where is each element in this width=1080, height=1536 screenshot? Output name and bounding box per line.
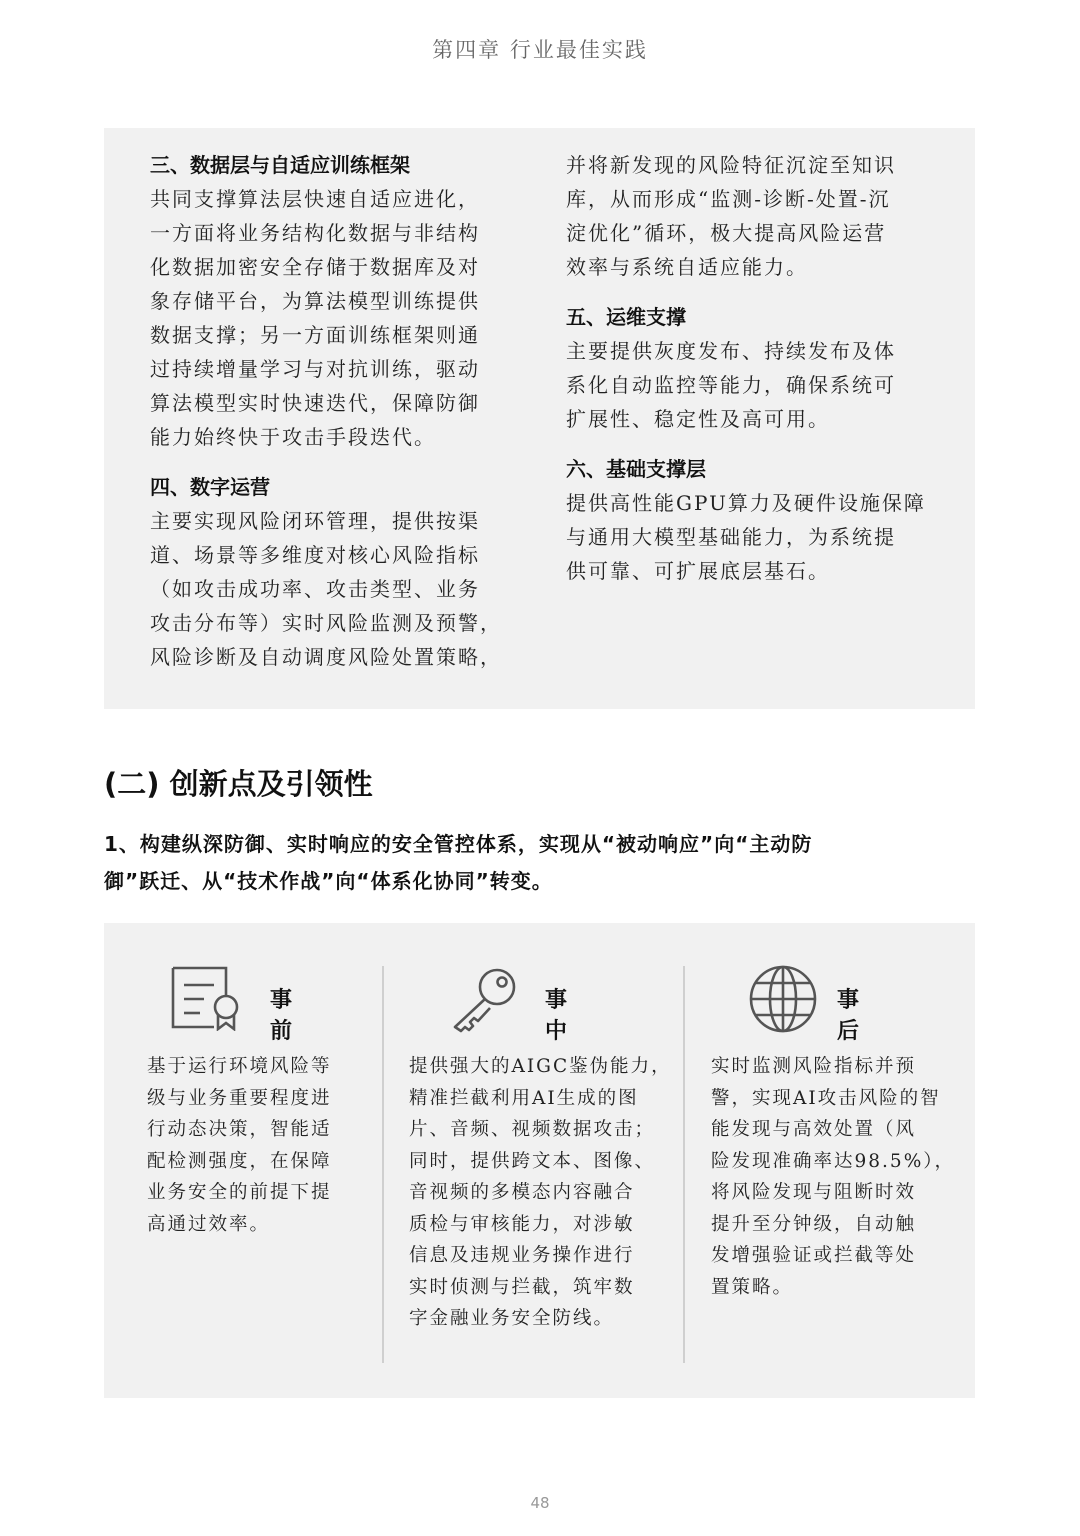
text-line: 扩展性、稳定性及高可用。 — [566, 407, 830, 431]
text-line: 提升至分钟级，自动触 — [711, 1213, 917, 1235]
section-text-infrastructure — [566, 486, 938, 588]
text-line: 提供高性能GPU算力及硬件设施保障 — [566, 491, 926, 515]
text-line: 音视频的多模态内容融合 — [409, 1182, 635, 1203]
text-line: 实时监测风险指标并预 — [711, 1056, 917, 1077]
text-line: 能发现与高效处置（风 — [711, 1119, 917, 1140]
text-line: 同时，提供跨文本、图像、 — [409, 1150, 656, 1172]
text-line: 业务安全的前提下提 — [147, 1182, 332, 1203]
section-title-ops-support: 五、运维支撑 — [566, 305, 686, 329]
section-text-digital-ops — [150, 504, 522, 674]
text-line: 质检与审核能力，对涉敏 — [409, 1213, 635, 1235]
text-line: 效率与系统自适应能力。 — [566, 255, 808, 279]
subheading-line: 御”跃迁、从“技术作战”向“体系化协同”转变。 — [104, 869, 553, 893]
text-line: （如攻击成功率、攻击类型、业务 — [150, 577, 480, 601]
section-heading: (二) 创新点及引领性 — [104, 767, 373, 801]
text-line: 化数据加密安全存储于数据库及对 — [150, 255, 480, 279]
text-line: 精准拦截利用AI生成的图 — [409, 1087, 639, 1109]
text-line: 发增强验证或拦截等处 — [711, 1245, 917, 1266]
column-divider — [683, 966, 685, 1363]
text-line: 系化自动监控等能力，确保系统可 — [566, 373, 896, 397]
column-divider — [382, 966, 384, 1363]
text-line: 淀优化”循环，极大提高风险运营 — [566, 221, 887, 245]
text-line: 算法模型实时快速迭代，保障防御 — [150, 391, 480, 415]
text-line: 数据支撑；另一方面训练框架则通 — [150, 323, 480, 347]
text-line: 库，从而形成“监测-诊断-处置-沉 — [566, 187, 891, 211]
section-title-data-layer: 三、数据层与自适应训练框架 — [150, 153, 410, 177]
text-line: 高通过效率。 — [147, 1213, 271, 1235]
chapter-header: 第四章 行业最佳实践 — [432, 38, 648, 62]
card-title-before: 事前 — [270, 988, 293, 1044]
text-line: 基于运行环境风险等 — [147, 1056, 332, 1077]
text-line: 道、场景等多维度对核心风险指标 — [150, 543, 480, 567]
architecture-box — [104, 128, 975, 709]
text-line: 实时侦测与拦截，筑牢数 — [409, 1276, 635, 1298]
text-line: 攻击分布等）实时风险监测及预警， — [150, 611, 502, 635]
certificate-icon — [170, 965, 244, 1035]
text-line: 一方面将业务结构化数据与非结构 — [150, 221, 480, 245]
card-title-after: 事后 — [837, 988, 860, 1044]
text-line: 供可靠、可扩展底层基石。 — [566, 559, 830, 583]
section-title-infrastructure: 六、基础支撑层 — [566, 457, 706, 481]
text-line: 提供强大的AIGC鉴伪能力， — [409, 1056, 672, 1077]
text-line: 级与业务重要程度进 — [147, 1087, 332, 1109]
card-text-before — [147, 1051, 367, 1240]
text-line: 能力始终快于攻击手段迭代。 — [150, 425, 436, 449]
key-icon — [449, 965, 521, 1037]
text-line: 配检测强度，在保障 — [147, 1150, 332, 1172]
card-text-after — [711, 1051, 961, 1303]
section-text-continuation — [566, 148, 938, 284]
text-line: 主要提供灰度发布、持续发布及体 — [566, 339, 896, 363]
text-line: 信息及违规业务操作进行 — [409, 1245, 635, 1266]
text-line: 片、音频、视频数据攻击； — [409, 1119, 656, 1140]
text-line: 置策略。 — [711, 1276, 794, 1298]
text-line: 并将新发现的风险特征沉淀至知识 — [566, 153, 896, 177]
left-column — [150, 148, 522, 674]
text-line: 与通用大模型基础能力，为系统提 — [566, 525, 896, 549]
text-line: 将风险发现与阻断时效 — [711, 1182, 917, 1203]
text-line: 行动态决策，智能适 — [147, 1119, 332, 1140]
globe-icon — [748, 964, 818, 1038]
text-line: 险发现准确率达98.5%）， — [711, 1150, 956, 1172]
page-number: 48 — [530, 1494, 550, 1512]
section-subheading — [104, 826, 978, 900]
text-line: 字金融业务安全防线。 — [409, 1308, 615, 1329]
card-text-during — [409, 1051, 679, 1335]
text-line: 警，实现AI攻击风险的智 — [711, 1087, 941, 1109]
phases-box — [104, 923, 975, 1398]
section-text-data-layer — [150, 182, 522, 454]
text-line: 风险诊断及自动调度风险处置策略， — [150, 645, 502, 669]
right-column — [566, 148, 938, 588]
card-title-during: 事中 — [545, 988, 568, 1044]
section-text-ops-support — [566, 334, 938, 436]
subheading-line: 1、构建纵深防御、实时响应的安全管控体系，实现从“被动响应”向“主动防 — [104, 832, 813, 856]
text-line: 象存储平台，为算法模型训练提供 — [150, 289, 480, 313]
text-line: 共同支撑算法层快速自适应进化， — [150, 187, 480, 211]
text-line: 过持续增量学习与对抗训练，驱动 — [150, 357, 480, 381]
section-title-digital-ops: 四、数字运营 — [150, 475, 270, 499]
text-line: 主要实现风险闭环管理，提供按渠 — [150, 509, 480, 533]
